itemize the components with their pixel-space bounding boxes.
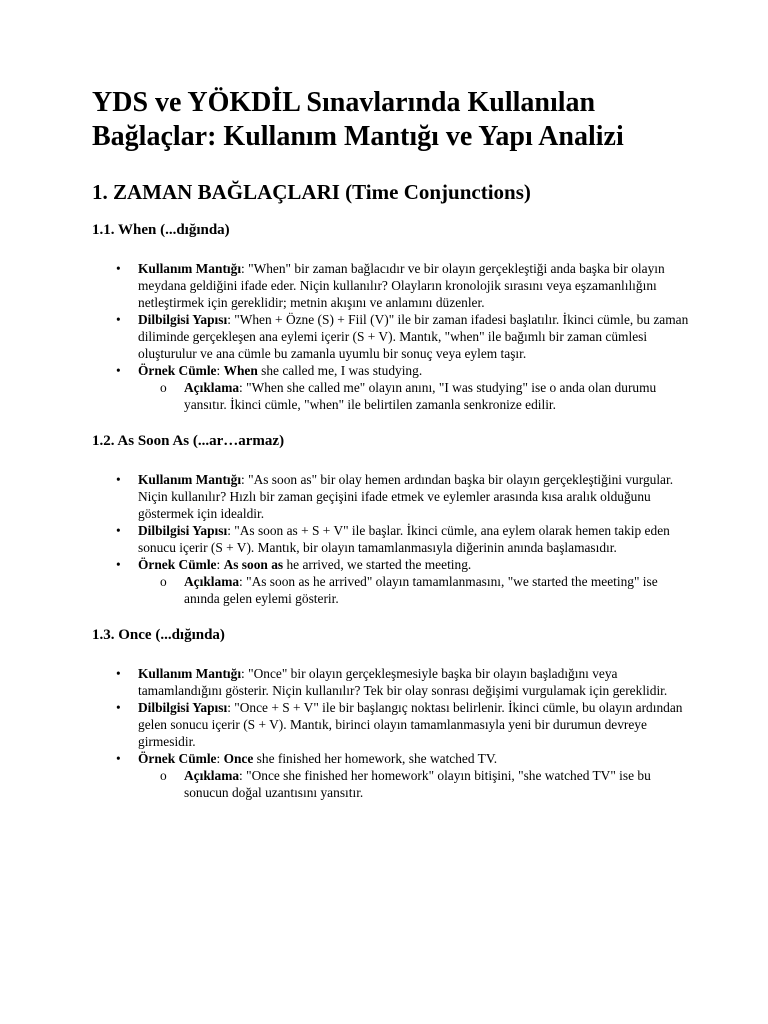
usage-text: : "When" bir zaman bağlacıdır ve bir olayın gerçekleştiği anda başka bir olayın meydana geldiğini ifade eder. Niçin kullanılır? Olayların kronolojik sırasını veya eşzamanlılığını netleştirmek için gereklidir; metnin akışını ve anlamını düzenler. [138,261,665,310]
bullet-list [92,471,692,607]
subsection-once [92,626,692,801]
bullet-list [92,260,692,413]
example-text: he arrived, we started the meeting. [283,557,472,572]
usage-label: Kullanım Mantığı [138,666,242,681]
grammar-label: Dilbilgisi Yapısı [138,523,228,538]
grammar-label: Dilbilgisi Yapısı [138,700,228,715]
list-item-grammar [138,522,692,556]
list-item-example [138,750,692,801]
grammar-text: : "As soon as + S + V" ile başlar. İkinci cümle, ana eylem olarak hemen takip eden sonucu içerir (S + V). Mantık, bir olayın tamamlanmasıyla diğerinin anında başlamasıdır. [138,523,670,555]
list-item-usage [138,665,692,699]
list-item-usage [138,260,692,311]
subsection-as-soon-as [92,432,692,607]
list-item-explanation [184,767,692,801]
usage-label: Kullanım Mantığı [138,472,242,487]
list-item-example [138,556,692,607]
colon-separator: : [216,363,224,378]
list-item-usage [138,471,692,522]
document-content [92,86,692,820]
grammar-label: Dilbilgisi Yapısı [138,312,228,327]
document-title: YDS ve YÖKDİL Sınavlarında Kullanılan Bağlaçlar: Kullanım Mantığı ve Yapı Analizi [92,87,624,152]
list-item-explanation [184,573,692,607]
bullet-list [92,665,692,801]
subsection-heading: 1.1. When (...dığında) [92,222,230,238]
colon-separator: : [216,751,224,766]
subsection-heading: 1.3. Once (...dığında) [92,627,225,643]
sub-list [138,767,692,801]
explanation-text: : "Once she finished her homework" olayın bitişini, "she watched TV" ise bu sonucun doğal uzantısını yansıtır. [184,768,651,800]
usage-text: : "Once" bir olayın gerçekleşmesiyle başka bir olayın başladığını veya tamamlandığını gösterir. Niçin kullanılır? Tek bir olay sonrası değişimi vurgulamak için gereklidir. [138,666,668,698]
example-text: she called me, I was studying. [257,363,423,378]
explanation-text: : "When she called me" olayın anını, "I was studying" ise o anda olan durumu yansıtır. İkinci cümle, "when" ile belirtilen zamanla senkronize edilir. [184,380,657,412]
explanation-text: : "As soon as he arrived" olayın tamamlanmasını, "we started the meeting" ise anında gelen eylemi gösterir. [184,574,658,606]
section-heading: 1. ZAMAN BAĞLAÇLARI (Time Conjunctions) [92,180,531,204]
sub-list [138,379,692,413]
usage-text: : "As soon as" bir olay hemen ardından başka bir olayın gerçekleştiğini vurgular. Niçin kullanılır? Hızlı bir zaman geçişini ifade etmek ve eylemler arasında kısa aralık olduğunu göstermek için idealdir. [138,472,674,521]
explanation-label: Açıklama [184,380,240,395]
list-item-grammar [138,311,692,362]
usage-label: Kullanım Mantığı [138,261,242,276]
example-conjunction: When [223,363,258,378]
list-item-example [138,362,692,413]
example-text: she finished her homework, she watched TV. [253,751,498,766]
list-item-grammar [138,699,692,750]
example-conjunction: As soon as [223,557,284,572]
grammar-text: : "When + Özne (S) + Fiil (V)" ile bir zaman ifadesi başlatılır. İkinci cümle, bu zaman diliminde gerçekleşen ana eylemi içerir (S + V). Mantık, "when" ile bağımlı bir zaman cümlesi oluşturulur ve ana cümle bu zamanla uyumlu bir sonuç veya eylem taşır. [138,312,689,361]
example-conjunction: Once [223,751,254,766]
subsection-when [92,221,692,413]
grammar-text: : "Once + S + V" ile bir başlangıç noktası belirlenir. İkinci cümle, bu olayın ardından gelen sonucu içerir (S + V). Mantık, birinci olayın tamamlanmasıyla yeni bir durumun devreye girmesidir. [138,700,683,749]
colon-separator: : [216,557,224,572]
example-label: Örnek Cümle [138,363,217,378]
list-item-explanation [184,379,692,413]
example-label: Örnek Cümle [138,557,217,572]
subsection-heading: 1.2. As Soon As (...ar…armaz) [92,433,285,449]
explanation-label: Açıklama [184,768,240,783]
sub-list [138,573,692,607]
example-label: Örnek Cümle [138,751,217,766]
explanation-label: Açıklama [184,574,240,589]
